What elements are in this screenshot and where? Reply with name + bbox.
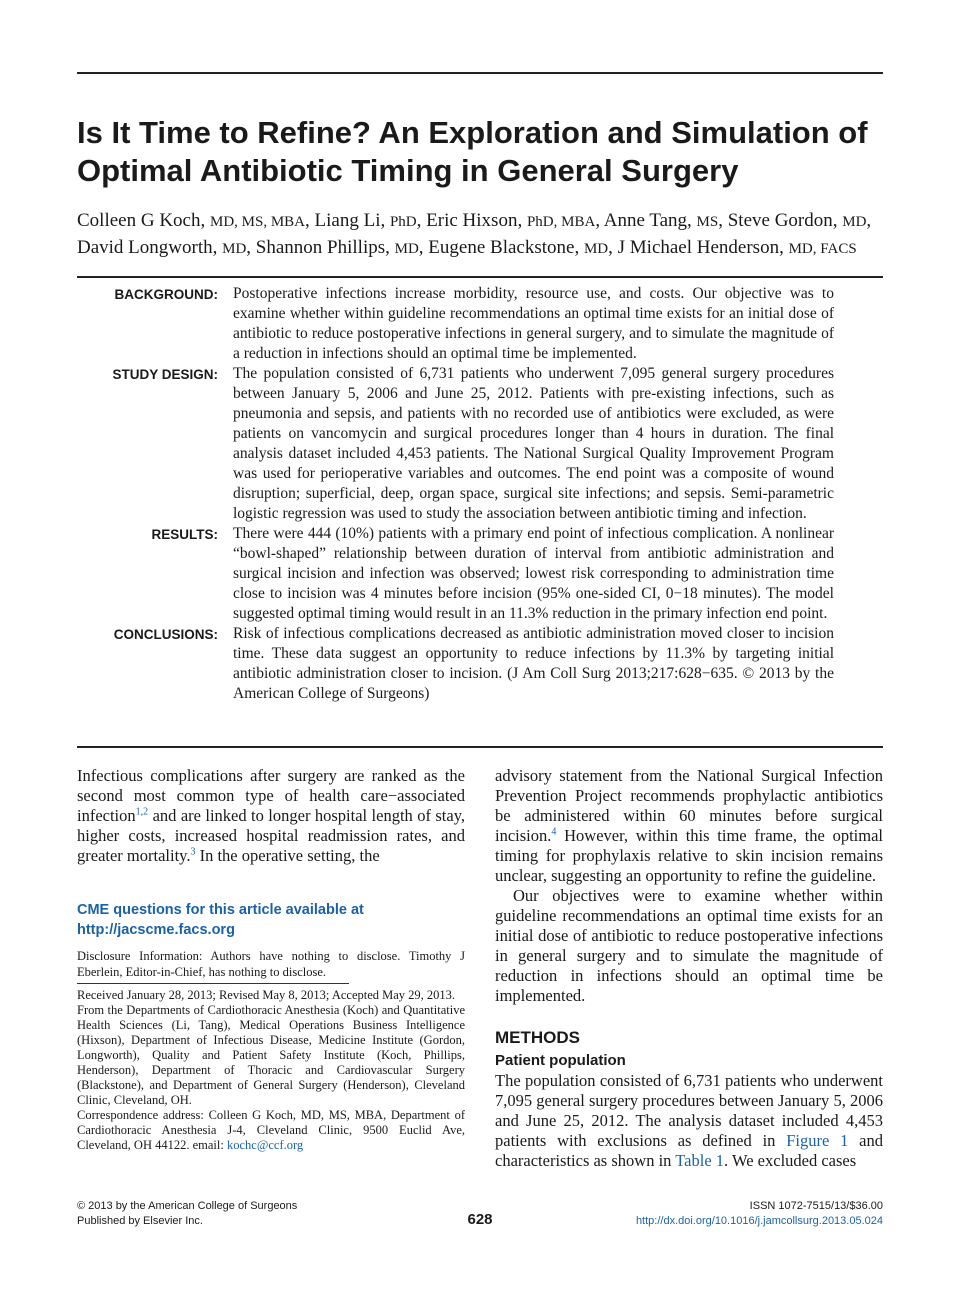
- left-column-intro: [77, 766, 465, 866]
- footer-publisher: Published by Elsevier Inc.: [77, 1215, 203, 1227]
- author-degree: PhD, MBA: [526, 214, 596, 230]
- author-separator: ,: [246, 237, 256, 258]
- author-degree: MD: [222, 241, 247, 257]
- author-name: Anne Tang: [603, 210, 688, 231]
- author-name: David Longworth: [77, 237, 213, 258]
- figure-1-link[interactable]: Figure 1: [786, 1131, 849, 1150]
- author-separator: ,: [608, 237, 618, 258]
- footer-left: [77, 1199, 297, 1229]
- affiliations: From the Departments of Cardiothoracic Anesthesia (Koch) and Quantitative Health Sciences (Li, Tang), Medical Operations Business Intelligence (Hixson), Department of Infectious Disease, Medicine Institute (Gordon, Longworth), Quality and Patient Safety Institute (Koch, Phillips, Henderson), Department of Thoracic and Cardiovascular Surgery (Blackstone), and Department of General Surgery (Henderson), Cleveland Clinic, Cleveland, OH.: [77, 1003, 465, 1107]
- abstract-section: [77, 624, 834, 704]
- correspondence: Correspondence address: Colleen G Koch, MD, MS, MBA, Department of Cardiothoracic Anesthesia J-4, Cleveland Clinic, 9500 Euclid Ave, Cleveland, OH 44122. email: kochc@ccf.org: [77, 1108, 465, 1152]
- table-1-link[interactable]: Table 1: [675, 1151, 725, 1170]
- author-name: Liang Li: [314, 210, 381, 231]
- received-dates: Received January 28, 2013; Revised May 8, 2013; Accepted May 29, 2013.: [77, 988, 456, 1002]
- footer-copyright: © 2013 by the American College of Surgeons: [77, 1200, 298, 1212]
- abstract-section: [77, 284, 834, 364]
- paragraph-advisory: advisory statement from the National Surgical Infection Prevention Project recommends prophylactic antibiotics be administered within 60 minutes before surgical incision.$^4$ However, within this time frame, the optimal timing for prophylaxis relative to skin incision remains unclear, suggesting an opportunity to refine the guideline.: [495, 766, 883, 885]
- author-list: Colleen G Koch, MD, MS, MBA, Liang Li, PhD, Eric Hixson, PhD, MBA, Anne Tang, MS, Steve Gordon, MD, David Longworth, MD, Shannon Phillips, MD, Eugene Blackstone, MD, J Michael Henderson, MD, FACS: [77, 210, 872, 258]
- patient-population-heading: Patient population: [495, 1052, 626, 1069]
- author-degree: MD: [583, 241, 609, 257]
- citation-ref[interactable]: 1,2: [135, 806, 149, 818]
- abstract-label: STUDY DESIGN:: [112, 367, 218, 382]
- author-name: Steve Gordon: [727, 210, 833, 231]
- author-degree: MD: [842, 214, 867, 230]
- abstract-top-rule: [77, 276, 883, 278]
- abstract-section: [77, 364, 834, 524]
- abstract-text: Risk of infectious complications decreased as antibiotic administration moved closer to incision time. These data suggest an opportunity to reduce infections by 11.3% by targeting initial antibiotic administration closer to incision. (J Am Coll Surg 2013;217:628−635. © 2013 by the American College of Surgeons): [233, 625, 834, 702]
- abstract-section: [77, 524, 834, 624]
- author-degree: PhD: [389, 214, 417, 230]
- footer-right: [636, 1199, 883, 1229]
- citation-ref[interactable]: 3: [190, 846, 196, 858]
- paragraph-objectives: Our objectives were to examine whether within guideline recommendations an optimal time exists for an initial dose of antibiotic to reduce postoperative infections in general surgery and to simulate the magnitude of reduction in infections should an optimal time be implemented.: [495, 886, 883, 1005]
- author-name: Shannon Phillips: [255, 237, 386, 258]
- author-degree: MD, MS, MBA: [209, 214, 306, 230]
- right-column: [495, 766, 883, 1171]
- author-separator: ,: [305, 210, 315, 231]
- abstract-text: There were 444 (10%) patients with a primary end point of infectious complication. A nonlinear “bowl-shaped” relationship between duration of interval from antibiotic administration and surgical incision and infection was observed; lowest risk corresponding to administration time close to incision was 4 minutes before incision (95% one-sided CI, 0−18 minutes). The model suggested optimal timing would result in an 11.3% reduction in the primary infection end point.: [233, 525, 834, 622]
- author-name: J Michael Henderson: [617, 237, 780, 258]
- abstract-text: The population consisted of 6,731 patients who underwent 7,095 general surgery procedures between January 5, 2006 and June 25, 2012. Patients with pre-existing infections, such as pneumonia and sepsis, and patients with no recorded use of antibiotics were excluded, as were patients on vancomycin and surgical procedures longer than 4 hours in duration. The final analysis dataset included 4,453 patients. The National Surgical Quality Improvement Program was used for perioperative variables and outcomes. The end point was a composite of wound disruption; superficial, deep, organ space, surgical site infections; and sepsis. Semi-parametric logistic regression was used to study the association between antibiotic timing and infection.: [233, 365, 834, 522]
- author-separator: ,: [418, 237, 429, 258]
- top-rule: [77, 72, 883, 74]
- author-separator: ,: [866, 210, 872, 231]
- author-separator: ,: [595, 210, 604, 231]
- author-degree: MS: [696, 214, 719, 230]
- page-number: 628: [467, 1211, 493, 1228]
- author-degree: MD: [394, 241, 419, 257]
- disclosure-info: Disclosure Information: Authors have nothing to disclose. Timothy J Eberlein, Editor-in-Chief, has nothing to disclose.: [77, 949, 465, 979]
- cme-link[interactable]: http://jacscme.facs.org: [77, 922, 235, 938]
- disclosure-rule: [77, 983, 349, 984]
- cme-text: CME questions for this article available at: [77, 902, 364, 918]
- article-title: Is It Time to Refine? An Exploration and Simulation of Optimal Antibiotic Timing in General Surgery: [77, 115, 868, 188]
- abstract-label: BACKGROUND:: [114, 287, 218, 302]
- paragraph-population: The population consisted of 6,731 patients who underwent 7,095 general surgery procedures between January 5, 2006 and June 25, 2012. The analysis dataset included 4,453 patients with exclusions as defined in Figure 1 and characteristics as shown in Table 1. We excluded cases: [495, 1071, 883, 1170]
- methods-heading: METHODS: [495, 1028, 580, 1047]
- abstract-text: Postoperative infections increase morbidity, resource use, and costs. Our objective was to examine whether within guideline recommendations an optimal time exists for an initial dose of antibiotic to reduce postoperative infections in general surgery, and to simulate the magnitude of a reduction in infections should an optimal time be implemented.: [233, 285, 834, 362]
- abstract-label: CONCLUSIONS:: [113, 627, 218, 642]
- author-name: Colleen G Koch: [77, 210, 201, 231]
- author-name: Eric Hixson: [426, 210, 518, 231]
- email-link[interactable]: kochc@ccf.org: [226, 1138, 304, 1152]
- footer-issn: ISSN 1072-7515/13/$36.00: [749, 1200, 883, 1212]
- abstract-label: RESULTS:: [151, 527, 218, 542]
- cme-notice: [77, 900, 465, 940]
- abstract: [77, 284, 834, 704]
- intro-paragraph: Infectious complications after surgery are ranked as the second most common type of health care−associated infection$^{1,2}$ and are linked to longer hospital length of stay, higher costs, increased hospital readmission rates, and greater mortality.$^3$ In the operative setting, the: [77, 766, 465, 865]
- author-separator: ,: [416, 210, 427, 231]
- doi-link[interactable]: http://dx.doi.org/10.1016/j.jamcollsurg.2013.05.024: [635, 1215, 883, 1227]
- abstract-bottom-rule: [77, 746, 883, 748]
- author-degree: MD, FACS: [788, 241, 857, 257]
- author-name: Eugene Blackstone: [428, 237, 575, 258]
- article-notes: [77, 988, 465, 1153]
- author-separator: ,: [718, 210, 728, 231]
- citation-ref[interactable]: 4: [551, 826, 557, 838]
